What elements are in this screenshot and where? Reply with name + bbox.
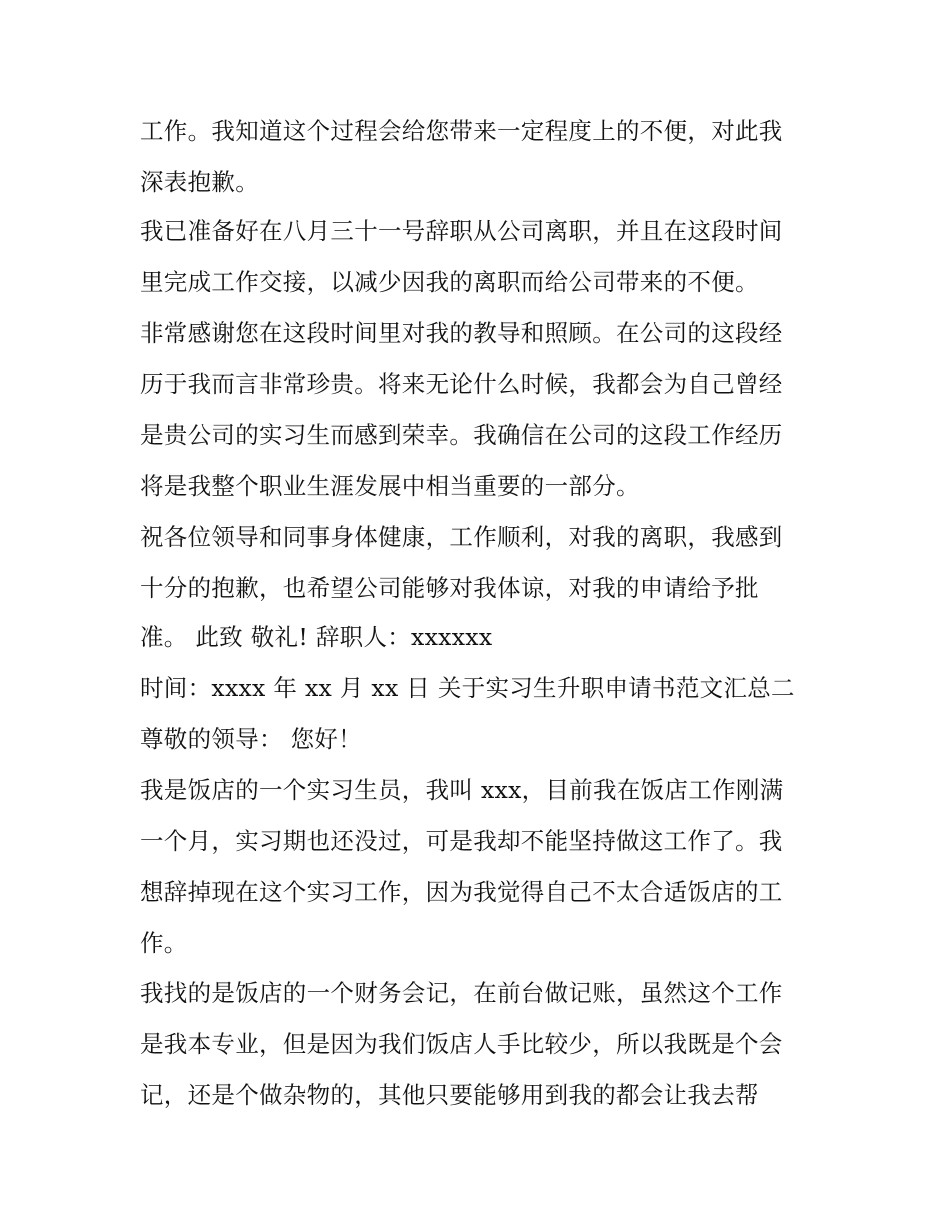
text-line: 是贵公司的实习生而感到荣幸。我确信在公司的这段工作经历 (140, 421, 783, 449)
text-line: 作。 (140, 929, 188, 957)
text-line: 准。 此致 敬礼! 辞职人：xxxxxx (140, 623, 493, 651)
text-line: 历于我而言非常珍贵。将来无论什么时候，我都会为自己曾经 (140, 370, 783, 398)
text-line: 将是我整个职业生涯发展中相当重要的一部分。 (140, 472, 640, 500)
text-line: 非常感谢您在这段时间里对我的教导和照顾。在公司的这段经 (140, 319, 783, 347)
text-line: 里完成工作交接，以减少因我的离职而给公司带来的不便。 (140, 268, 759, 296)
text-line: 尊敬的领导： 您好！ (140, 725, 362, 753)
text-line: 深表抱歉。 (140, 168, 259, 196)
text-line: 时间：xxxx 年 xx 月 xx 日 关于实习生升职申请书范文汇总二 (140, 674, 795, 702)
text-line: 我找的是饭店的一个财务会记，在前台做记账，虽然这个工作 (140, 979, 783, 1007)
text-line: 是我本专业，但是因为我们饭店人手比较少，所以我既是个会 (140, 1030, 783, 1058)
text-line: 一个月，实习期也还没过，可是我却不能坚持做这工作了。我 (140, 827, 783, 855)
text-line: 我是饭店的一个实习生员，我叫 xxx，目前我在饭店工作刚满 (140, 776, 784, 804)
text-line: 记，还是个做杂物的，其他只要能够用到我的都会让我去帮 (140, 1081, 759, 1109)
text-line: 祝各位领导和同事身体健康，工作顺利，对我的离职，我感到 (140, 523, 783, 551)
text-line: 我已准备好在八月三十一号辞职从公司离职，并且在这段时间 (140, 217, 783, 245)
text-line: 工作。我知道这个过程会给您带来一定程度上的不便，对此我 (140, 117, 783, 145)
text-line: 十分的抱歉，也希望公司能够对我体谅，对我的申请给予批 (140, 574, 759, 602)
text-line: 想辞掉现在这个实习工作，因为我觉得自己不太合适饭店的工 (140, 878, 783, 906)
